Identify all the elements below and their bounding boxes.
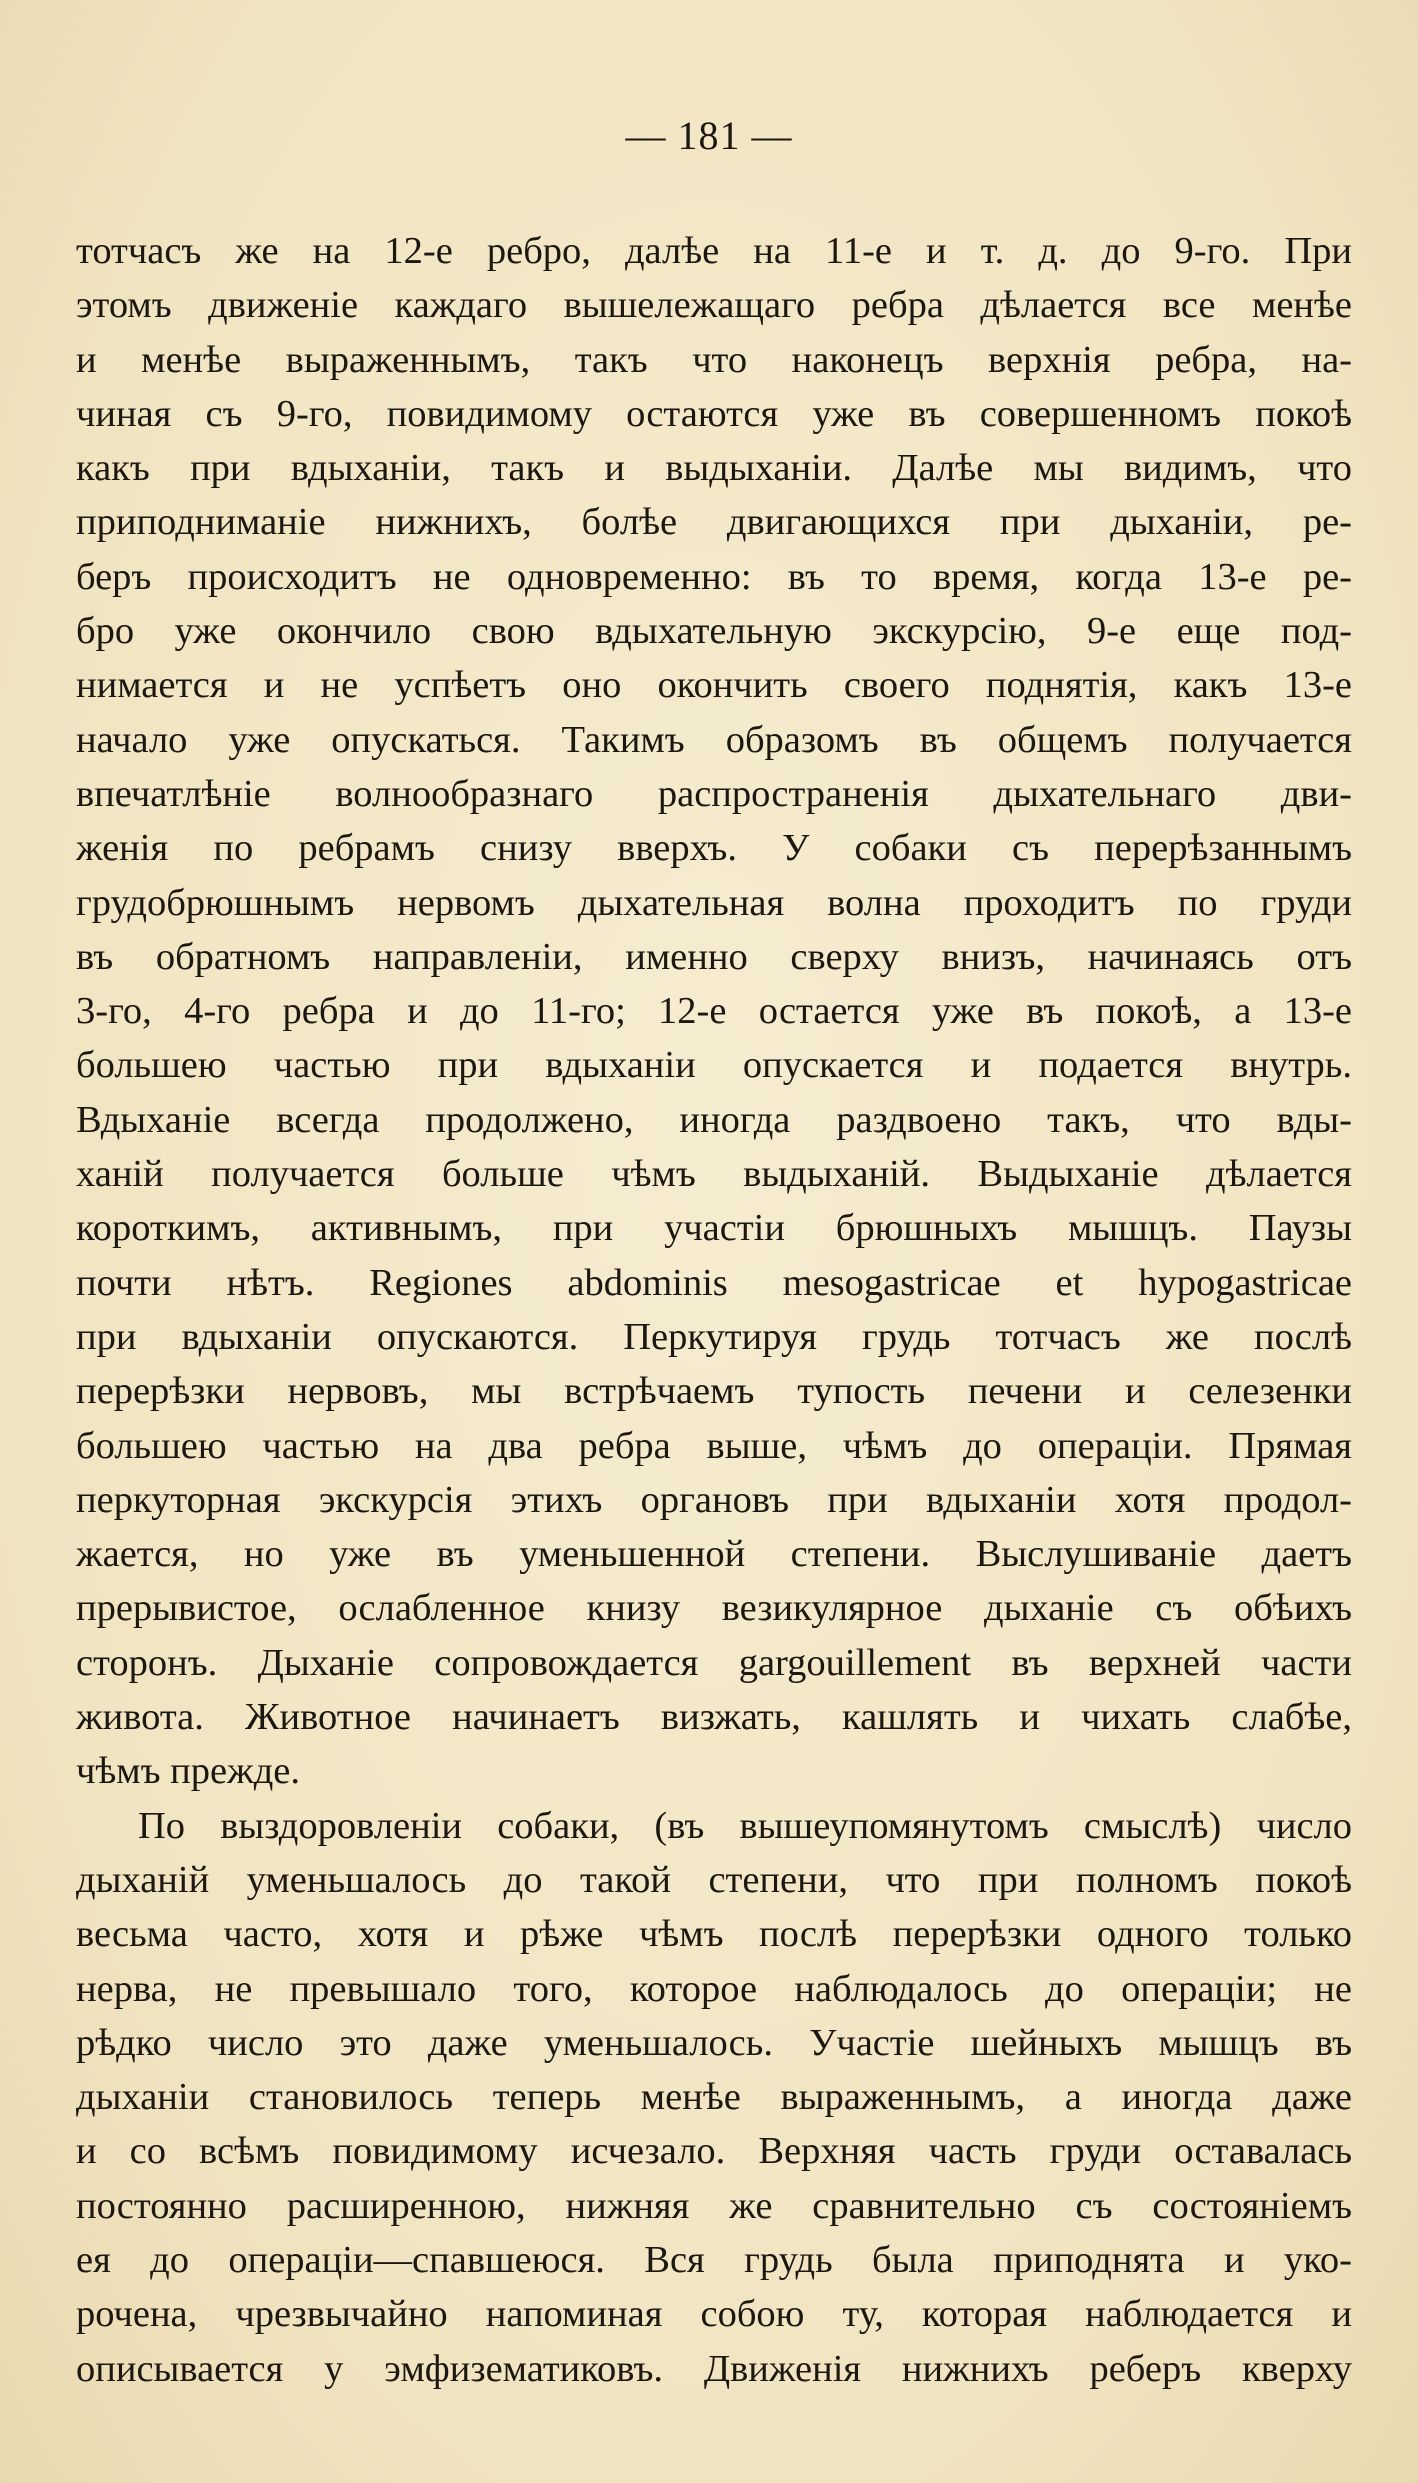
body-text bbox=[76, 224, 1352, 2396]
text-line: дыханіи становилось теперь менѣе выраженнымъ, а иногда даже bbox=[76, 2076, 1352, 2119]
paragraph-1 bbox=[76, 224, 1352, 1799]
text-line: чиная съ 9-го, повидимому остаются уже въ совершенномъ покоѣ bbox=[76, 392, 1352, 435]
page-number: — 181 — bbox=[625, 113, 793, 158]
text-line: нерва, не превышало того, которое наблюдалось до операціи; не bbox=[76, 1967, 1352, 2010]
text-line: впечатлѣніе волнообразнаго распространенія дыхательнаго дви- bbox=[76, 772, 1352, 815]
text-line: почти нѣтъ. Regiones abdominis mesogastricae et hypogastricae bbox=[76, 1261, 1352, 1304]
text-line: Вдыханіе всегда продолжено, иногда раздвоено такъ, что вды- bbox=[76, 1098, 1352, 1141]
text-line: этомъ движеніе каждаго вышележащаго ребра дѣлается все менѣе bbox=[76, 284, 1352, 327]
text-line: въ обратномъ направленіи, именно сверху внизъ, начинаясь отъ bbox=[76, 935, 1352, 978]
text-line: перерѣзки нервовъ, мы встрѣчаемъ тупость печени и селезенки bbox=[76, 1370, 1352, 1413]
text-line: нимается и не успѣетъ оно окончить своего поднятія, какъ 13-е bbox=[76, 664, 1352, 707]
text-line: прерывистое, ослабленное книзу везикулярное дыханіе съ обѣихъ bbox=[76, 1587, 1352, 1630]
text-line: тотчасъ же на 12-е ребро, далѣе на 11-е и т. д. до 9-го. При bbox=[76, 230, 1352, 272]
text-line: какъ при вдыханіи, такъ и выдыханіи. Далѣе мы видимъ, что bbox=[76, 447, 1352, 490]
text-line: при вдыханіи опускаются. Перкутируя грудь тотчасъ же послѣ bbox=[76, 1315, 1352, 1358]
text-line: большею частью на два ребра выше, чѣмъ до операціи. Прямая bbox=[76, 1424, 1352, 1467]
text-line: рѣдко число это даже уменьшалось. Участіе шейныхъ мышцъ въ bbox=[76, 2021, 1352, 2064]
text-line: начало уже опускаться. Такимъ образомъ въ общемъ получается bbox=[76, 718, 1352, 761]
text-line: жается, но уже въ уменьшенной степени. Выслушиваніе даетъ bbox=[76, 1533, 1352, 1576]
text-line: перкуторная экскурсія этихъ органовъ при вдыханіи хотя продол- bbox=[76, 1478, 1352, 1521]
text-line: приподниманіе нижнихъ, болѣе двигающихся при дыханіи, ре- bbox=[76, 501, 1352, 544]
text-line: 3-го, 4-го ребра и до 11-го; 12-е остается уже въ покоѣ, а 13-е bbox=[76, 990, 1352, 1033]
text-line: чѣмъ прежде. bbox=[76, 1750, 301, 1793]
text-line: дыханій уменьшалось до такой степени, что при полномъ покоѣ bbox=[76, 1858, 1352, 1901]
text-line: постоянно расширенною, нижняя же сравнительно съ состояніемъ bbox=[76, 2184, 1352, 2227]
text-line: живота. Животное начинаетъ визжать, кашлять и чихать слабѣе, bbox=[76, 1696, 1352, 1739]
text-line: По выздоровленіи собаки, (въ вышеупомянутомъ смыслѣ) число bbox=[138, 1804, 1352, 1847]
text-line: сторонъ. Дыханіе сопровождается gargouillement въ верхней части bbox=[76, 1641, 1352, 1684]
text-line: бро уже окончило свою вдыхательную экскурсію, 9-е еще под- bbox=[76, 610, 1352, 653]
text-line: беръ происходитъ не одновременно: въ то время, когда 13-е ре- bbox=[76, 555, 1352, 598]
text-line: большею частью при вдыханіи опускается и подается внутрь. bbox=[76, 1044, 1352, 1087]
text-line: ханій получается больше чѣмъ выдыханій. Выдыханіе дѣлается bbox=[76, 1153, 1352, 1196]
text-line: весьма часто, хотя и рѣже чѣмъ послѣ перерѣзки одного только bbox=[76, 1913, 1352, 1956]
text-line: рочена, чрезвычайно напоминая собою ту, которая наблюдается и bbox=[76, 2293, 1352, 2336]
text-line: короткимъ, активнымъ, при участіи брюшныхъ мышцъ. Паузы bbox=[76, 1207, 1352, 1250]
text-line: ея до операціи—спавшеюся. Вся грудь была приподнята и уко- bbox=[76, 2238, 1352, 2281]
text-line: грудобрюшнымъ нервомъ дыхательная волна проходитъ по груди bbox=[76, 881, 1352, 924]
text-line: женія по ребрамъ снизу вверхъ. У собаки съ перерѣзаннымъ bbox=[76, 827, 1352, 870]
text-line: описывается у эмфизематиковъ. Движенія нижнихъ реберъ кверху bbox=[76, 2347, 1352, 2390]
paragraph-2 bbox=[76, 1799, 1352, 2396]
text-line: и менѣе выраженнымъ, такъ что наконецъ верхнія ребра, на- bbox=[76, 338, 1352, 381]
text-line: и со всѣмъ повидимому исчезало. Верхняя часть груди оставалась bbox=[76, 2130, 1352, 2173]
